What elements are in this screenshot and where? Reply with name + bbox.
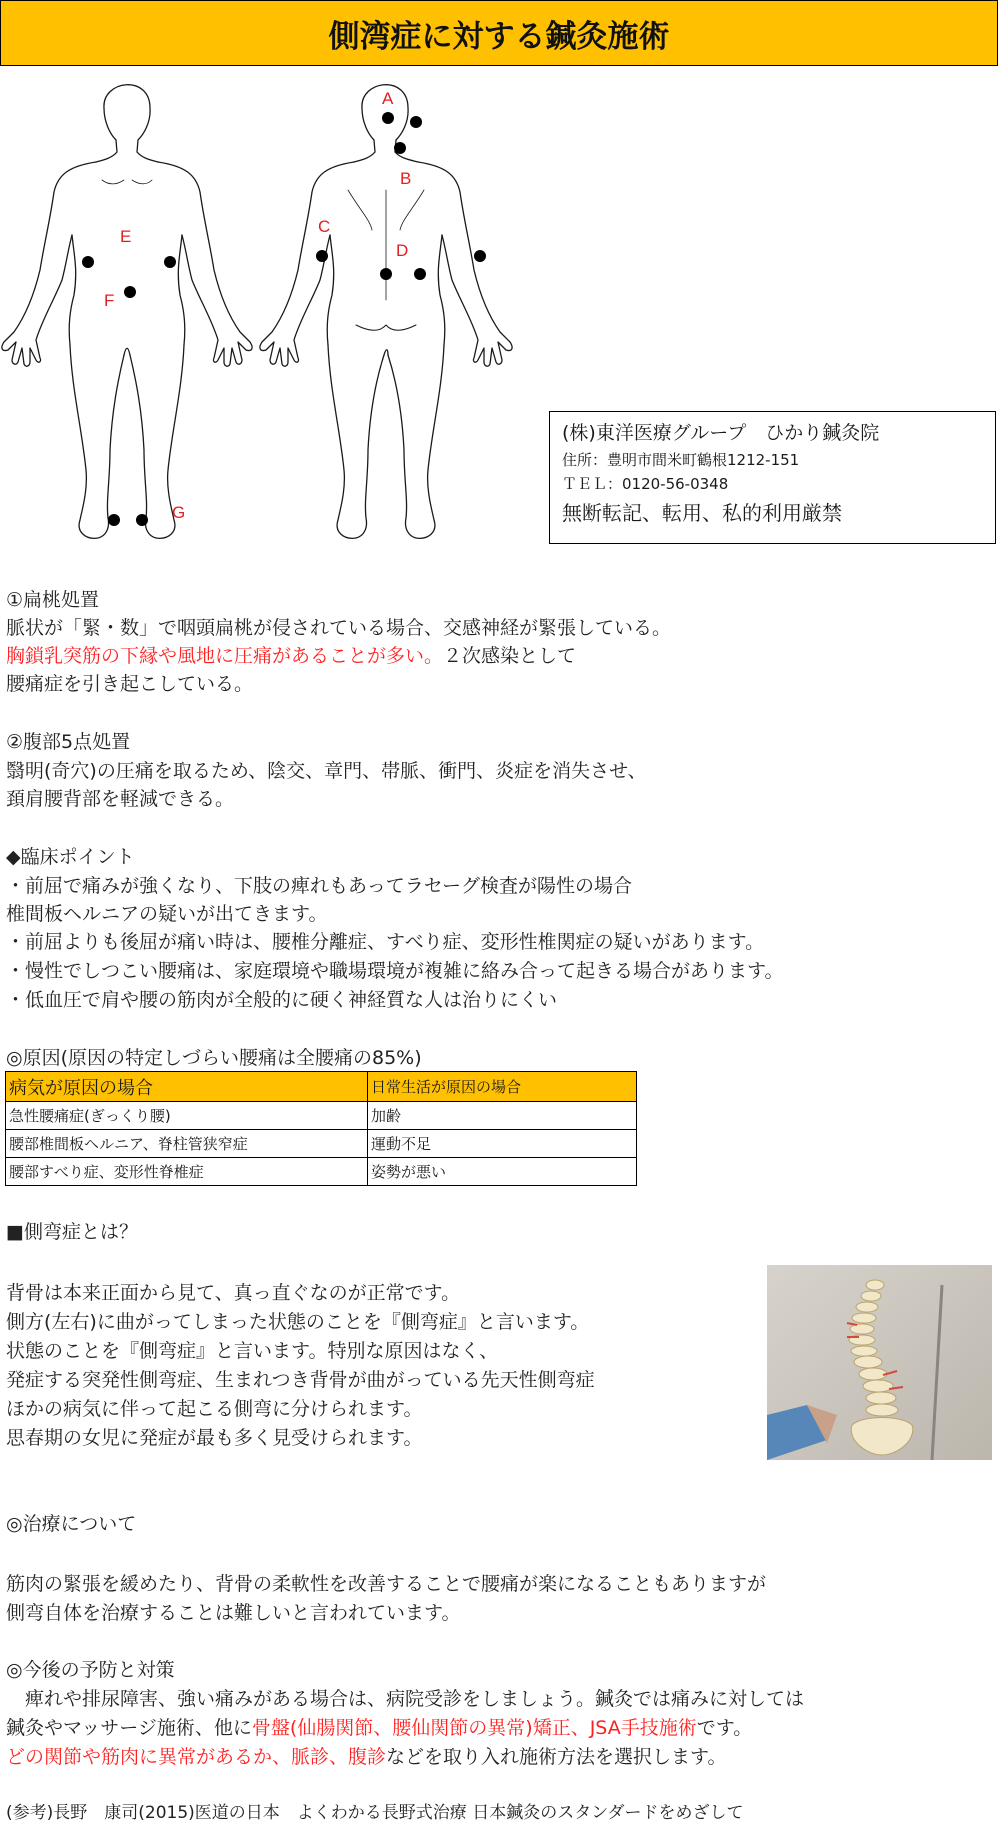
prevention-line2-b: です。 [696,1717,753,1739]
clinic-notice: 無断転記、転用、私的利用厳禁 [562,501,842,525]
clinical-points-heading: ◆臨床ポイント [6,846,135,868]
scoliosis-line: ほかの病気に伴って起こる側弯に分けられます。 [6,1398,423,1420]
label-f: F [104,291,115,310]
section1-line3: 腰痛症を引き起こしている。 [6,673,254,695]
section2-heading: ②腹部5点処置 [6,731,131,753]
label-e: E [120,227,132,246]
clinic-address: 住所：豊明市間米町鶴根1212-151 [562,451,800,469]
spine-model-photo [767,1265,992,1460]
causes-table-header [6,1072,637,1102]
scoliosis-line: 状態のことを『側弯症』と言います。特別な原因はなく、 [6,1340,499,1362]
scoliosis-line: 発症する突発性側弯症、生まれつき背骨が曲がっている先天性側弯症 [6,1369,595,1391]
section2-line2: 頚肩腰背部を軽減できる。 [6,788,235,810]
clinic-name: (株)東洋医療グループ ひかり鍼灸院 [562,422,880,444]
section2-line1: 翳明(奇穴)の圧痛を取るため、陰交、章門、帯脈、衝門、炎症を消失させ、 [6,760,647,782]
cell-daily: 加齢 [368,1102,637,1130]
clinical-point-line: ・慢性でしつこい腰痛は、家庭環境や職場環境が複雑に絡み合って起きる場合があります。 [6,960,784,982]
label-c: C [318,217,331,236]
label-g: G [172,503,186,522]
treatment-line1: 筋肉の緊張を緩めたり、背骨の柔軟性を改善することで腰痛が楽になることもありますが [6,1573,767,1595]
clinical-point-line: ・低血圧で肩や腰の筋肉が全般的に硬く神経質な人は治りにくい [6,989,558,1011]
treatment-heading: ◎治療について [6,1513,137,1535]
reference-citation: (参考)長野 康司(2015)医道の日本 よくわかる長野式治療 日本鍼灸のスタンダードをめざして [6,1803,744,1823]
clinic-info-box [549,411,996,544]
cell-disease: 急性腰痛症(ぎっくり腰) [6,1102,368,1130]
page-title: 側湾症に対する鍼灸施術 [0,0,998,66]
cell-disease: 腰部椎間板ヘルニア、脊柱管狭窄症 [6,1130,368,1158]
causes-table [5,1071,637,1186]
scoliosis-line: 背骨は本来正面から見て、真っ直ぐなのが正常です。 [6,1282,461,1304]
scoliosis-heading: ■側弯症とは？ [6,1221,138,1243]
acupoint-body-diagram [0,70,560,560]
cell-disease: 腰部すべり症、変形性脊椎症 [6,1158,368,1186]
cell-daily: 運動不足 [368,1130,637,1158]
clinical-point-line: ・前屈よりも後屈が痛い時は、腰椎分離症、すべり症、変形性椎関症の疑いがあります。 [6,931,765,953]
prevention-line2 [6,1714,752,1743]
clinical-point-line: ・前屈で痛みが強くなり、下肢の痺れもあってラセーグ検査が陽性の場合 [6,875,633,897]
section1-heading: ①扁桃処置 [6,589,100,611]
clinical-point-line: 椎間板ヘルニアの疑いが出てきます。 [6,903,328,925]
treatment-line2: 側弯自体を治療することは難しいと言われています。 [6,1602,461,1624]
label-a: A [382,89,394,108]
table-row [6,1102,637,1130]
prevention-line3-rest: などを取り入れ施術方法を選択します。 [386,1746,727,1768]
acupoint-labels [104,89,411,522]
label-d: D [396,241,409,260]
col-disease-header: 病気が原因の場合 [6,1072,368,1102]
col-daily-header: 日常生活が原因の場合 [368,1072,637,1102]
front-body-outline [2,85,252,539]
prevention-line1: 痺れや排尿障害、強い痛みがある場合は、病院受診をしましょう。鍼灸では痛みに対しては [6,1688,805,1710]
cell-daily: 姿勢が悪い [368,1158,637,1186]
acupoint-markers [82,112,486,526]
clinic-tel: ＴＥＬ：0120-56-0348 [562,475,729,493]
back-body-outline [260,85,512,539]
prevention-heading: ◎今後の予防と対策 [6,1659,175,1681]
section1-line1: 脈状が「緊・数」で咽頭扁桃が侵されている場合、交感神経が緊張している。 [6,617,672,639]
section1-line2 [6,642,576,671]
table-row [6,1130,637,1158]
table-row [6,1158,637,1186]
prevention-line3 [6,1743,727,1772]
scoliosis-line: 側方(左右)に曲がってしまった状態のことを『側弯症』と言います。 [6,1311,590,1333]
prevention-line2-a: 鍼灸やマッサージ施術、他に [6,1717,252,1739]
section1-line2-red: 胸鎖乳突筋の下縁や風地に圧痛があることが多い。 [6,645,444,667]
label-b: B [400,169,412,188]
section1-line2-rest: ２次感染として [443,645,577,667]
prevention-line2-red: 骨盤(仙腸関節、腰仙関節の異常)矯正、JSA手技施術 [251,1717,697,1739]
scoliosis-line: 思春期の女児に発症が最も多く見受けられます。 [6,1427,423,1449]
prevention-line3-red: どの関節や筋肉に異常があるか、脈診、腹診 [6,1746,387,1768]
causes-heading: ◎原因(原因の特定しづらい腰痛は全腰痛の85%) [6,1047,422,1069]
